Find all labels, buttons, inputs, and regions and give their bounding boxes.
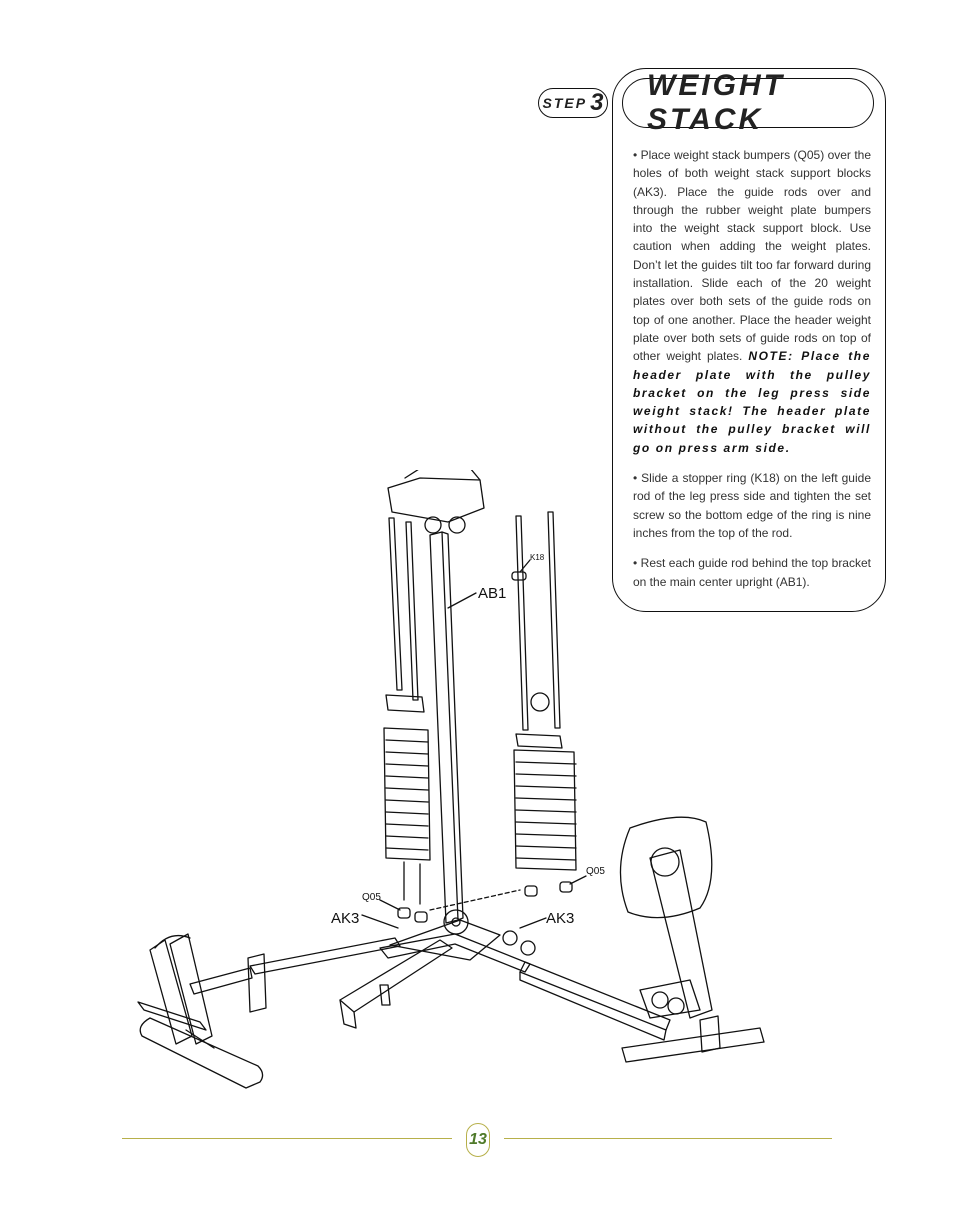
page-title [622,69,874,136]
instruction-note: NOTE: Place the header plate with the pulley bracket on the leg press side weight stack! The header plate without the pulley bracket will go on press arm side. [633,349,871,455]
center-upright [388,470,535,955]
assembly-illustration [120,470,780,1110]
label-q05-left: Q05 [362,892,381,903]
instruction-paragraph-3: • Rest each guide rod behind the top bracket on the main center upright (AB1). [633,556,871,589]
left-foot-frame [138,934,266,1088]
instruction-paragraph-1 [633,146,871,457]
page-number-badge [466,1123,490,1157]
page-title-text: WEIGHT STACK [647,69,785,136]
instruction-paragraph-2: • Slide a stopper ring (K18) on the left guide rod of the leg press side and tighten the set screw so the bottom edge of the ring is nine inches from the top of the rod. [633,471,871,540]
footer-rule-right [504,1138,832,1139]
step-word: STEP [542,95,588,111]
base-beam [250,920,670,1040]
instruction-paragraph-1-text: • Place weight stack bumpers (Q05) over the holes of both weight stack support blocks (AK3). Place the guide rods over and through the rubber weight plate bumpers into the weight stack support block. Use caution when adding the weight plates. Don’t let the guides tilt too far forward during installation. Slide each of the 20 weight plates over both sets of the guide rods on top of one another. Place the header weight plate over both sets of guide rods on top of other weight plates. [633,148,871,364]
step-number: 3 [590,89,604,116]
label-q05-right: Q05 [586,866,605,877]
step-badge [538,88,608,118]
label-ab1: AB1 [478,585,507,602]
footer-rule-left [122,1138,452,1139]
left-weight-stack [384,518,430,922]
page-number: 13 [469,1131,487,1148]
label-k18: K18 [530,553,545,562]
label-ak3-left: AK3 [331,910,360,927]
label-ak3-right: AK3 [546,910,575,927]
leg-press-assembly [620,817,764,1062]
